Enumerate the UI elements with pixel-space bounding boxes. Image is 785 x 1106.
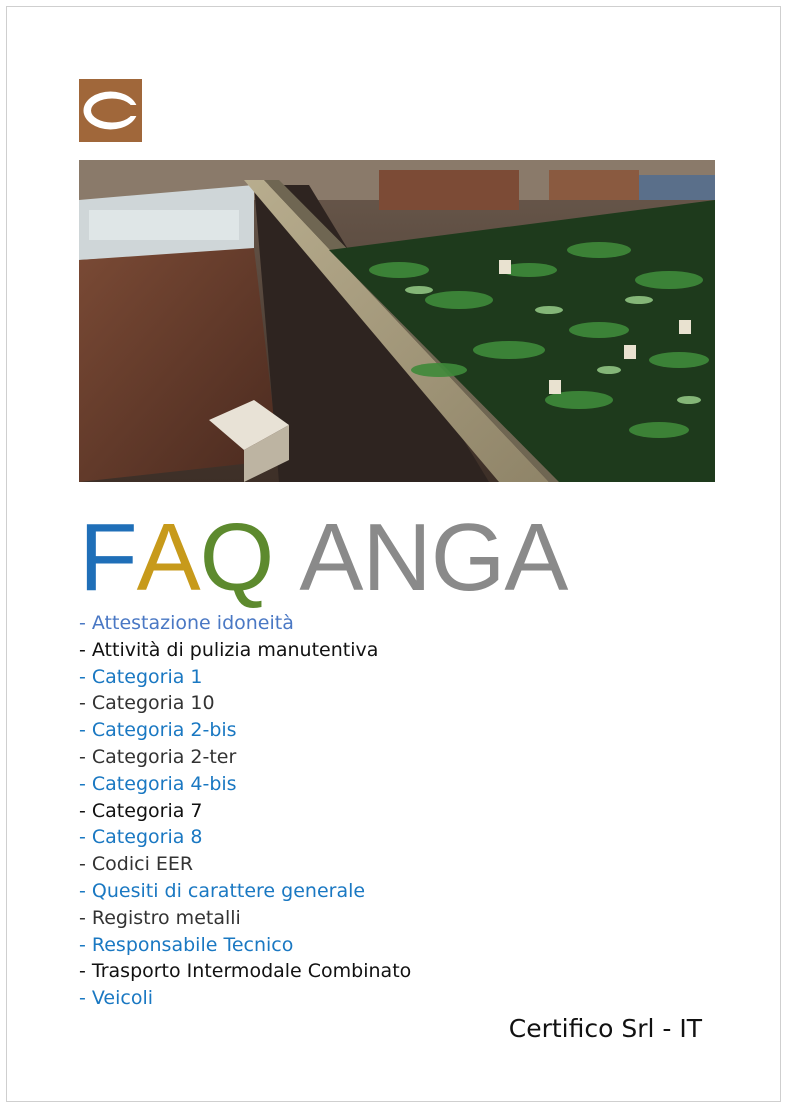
topic-item-categoria-7: - Categoria 7 xyxy=(79,799,203,822)
topic-link-categoria-4-bis[interactable]: - Categoria 4-bis xyxy=(79,772,237,795)
topic-link-categoria-2-bis[interactable]: - Categoria 2-bis xyxy=(79,719,237,742)
certifico-logo xyxy=(79,79,142,142)
hero-photo-glass-recycling xyxy=(79,160,715,482)
topic-link-quesiti-generali[interactable]: - Quesiti di carattere generale xyxy=(79,879,366,902)
topic-link-categoria-8[interactable]: - Categoria 8 xyxy=(79,826,203,849)
publisher-footer: Certifico Srl - IT xyxy=(508,1014,702,1043)
topic-item-categoria-10: - Categoria 10 xyxy=(79,692,215,715)
document-title xyxy=(79,504,568,611)
topic-link-attestazione-idoneita[interactable]: - Attestazione idoneità xyxy=(79,612,294,634)
topic-link-veicoli[interactable]: - Veicoli xyxy=(79,987,154,1010)
topic-item-categoria-2-ter: - Categoria 2-ter xyxy=(79,745,237,768)
topic-item-registro-metalli: - Registro metalli xyxy=(79,906,241,929)
title-letter-f: F xyxy=(79,504,137,611)
topic-link-responsabile-tecnico[interactable]: - Responsabile Tecnico xyxy=(79,933,294,956)
topic-list xyxy=(79,610,411,1012)
topic-item-trasporto-intermodale: - Trasporto Intermodale Combinato xyxy=(79,960,412,983)
topic-item-pulizia-manutentiva: - Attività di pulizia manutentiva xyxy=(79,638,379,661)
title-letter-q: Q xyxy=(199,504,274,611)
topic-link-categoria-1[interactable]: - Categoria 1 xyxy=(79,665,203,688)
title-anga: ANGA xyxy=(299,504,568,611)
title-letter-a: A xyxy=(136,504,200,611)
topic-item-codici-eer: - Codici EER xyxy=(79,853,194,876)
